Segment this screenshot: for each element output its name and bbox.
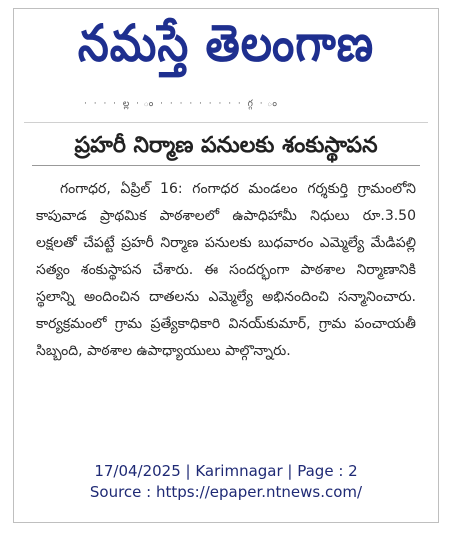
article-body: గంగాధర, ఏప్రిల్ 16: గంగాధర మండలం గర్శకుర్తి గ్రామంలోని కాపువాడ ప్రాథమిక పాఠశాలలో ఉపాధిహామీ నిధులు రూ.3.50 లక్షలతో చేపట్టే ప్రహరీ నిర్మాణ పనులకు బుధవారం ఎమ్మెల్యే మేడిపల్లి సత్యం శంకుస్థాపన చేశారు. ఈ సందర్భంగా పాఠశాల నిర్మాణానికి స్థలాన్ని అందించిన దాతలను ఎమ్మెల్యే అభినందించి సన్మానించారు. కార్యక్రమంలో గ్రామ ప్రత్యేకాధికారి వినయ్‌కుమార్, గ్రామ పంచాయతీ సిబ్బంది, పాఠశాల ఉపాధ్యాయులు పాల్గొన్నారు. [36,181,416,359]
newspaper-masthead [14,9,438,91]
separator-line [24,122,428,123]
clipping-date-line: 17/04/2025 | Karimnagar | Page : 2 [94,462,358,480]
masthead-logo-text: నమస్తే తెలంగాణ [77,14,375,73]
clipping-frame [13,8,439,523]
article-headline: ప్రహరీ నిర్మాణ పనులకు శంకుస్థాపన [32,129,420,166]
clipping-source-line: Source : https://epaper.ntnews.com/ [89,483,363,501]
news-article [32,129,420,449]
cropped-text-strip: · · · · ల్ల · ం · · · · · · · · · గ్గ · ం [84,99,279,109]
